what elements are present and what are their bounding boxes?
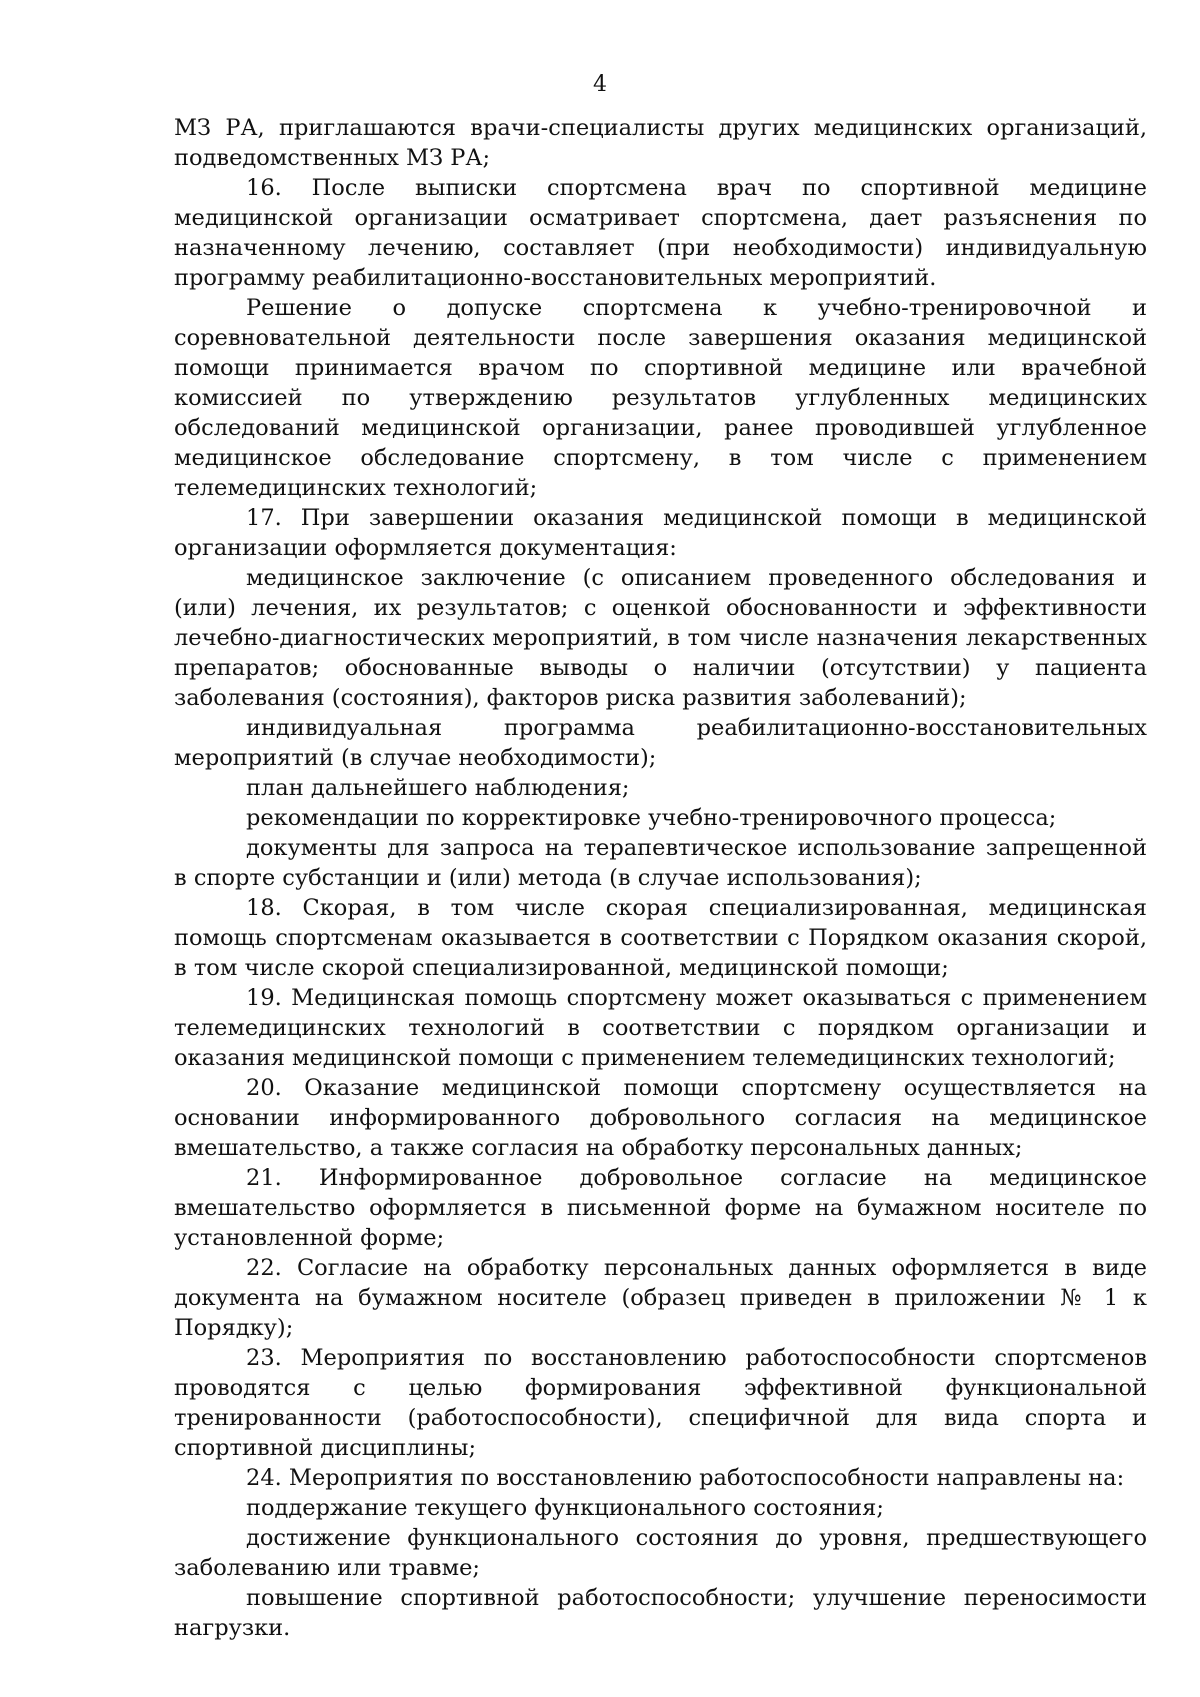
- paragraph-achieve-state: достижение функционального состояния до уровня, предшествующего заболеванию или травме;: [174, 1525, 1147, 1581]
- paragraph-improve-performance: повышение спортивной работоспособности; улучшение переносимости нагрузки.: [174, 1585, 1147, 1641]
- paragraph-training-recommendations: рекомендации по корректировке учебно-тренировочного процесса;: [246, 805, 1057, 831]
- paragraph-item-18: 18. Скорая, в том числе скорая специализированная, медицинская помощь спортсменам оказывается в соответствии с Порядком оказания скорой, в том числе скорой специализированной, медицинской помощи;: [174, 895, 1147, 981]
- paragraph-item-17: 17. При завершении оказания медицинской помощи в медицинской организации оформляется документация:: [174, 505, 1147, 561]
- paragraph-rehab-program: индивидуальная программа реабилитационно-восстановительных мероприятий (в случае необходимости);: [174, 715, 1147, 771]
- paragraph-continuation: МЗ РА, приглашаются врачи-специалисты других медицинских организаций, подведомственных МЗ РА;: [174, 115, 1147, 171]
- paragraph-admission-decision: Решение о допуске спортсмена к учебно-тренировочной и соревновательной деятельности после завершения оказания медицинской помощи принимается врачом по спортивной медицине или врачебной комиссией по утверждению результатов углубленных медицинских обследований медицинской организации, ранее проводившей углубленное медицинское обследование спортсмену, в том числе с применением телемедицинских технологий;: [174, 295, 1147, 501]
- paragraph-therapeutic-use-documents: документы для запроса на терапевтическое использование запрещенной в спорте субстанции и (или) метода (в случае использования);: [174, 835, 1147, 891]
- paragraph-item-24: 24. Мероприятия по восстановлению работоспособности направлены на:: [246, 1465, 1125, 1491]
- paragraph-item-21: 21. Информированное добровольное согласие на медицинское вмешательство оформляется в письменной форме на бумажном носителе по установленной форме;: [174, 1165, 1147, 1251]
- paragraph-medical-conclusion: медицинское заключение (с описанием проведенного обследования и (или) лечения, их результатов; с оценкой обоснованности и эффективности лечебно-диагностических мероприятий, в том числе назначения лекарственных препаратов; обоснованные выводы о наличии (отсутствии) у пациента заболевания (состояния), факторов риска развития заболеваний);: [174, 565, 1147, 711]
- document-body: [174, 113, 1147, 1643]
- page-number: 4: [593, 72, 607, 97]
- paragraph-item-22: 22. Согласие на обработку персональных данных оформляется в виде документа на бумажном носителе (образец приведен в приложении № 1 к Порядку);: [174, 1255, 1147, 1341]
- paragraph-item-19: 19. Медицинская помощь спортсмену может оказываться с применением телемедицинских технологий в соответствии с порядком организации и оказания медицинской помощи с применением телемедицинских технологий;: [174, 985, 1147, 1071]
- paragraph-item-20: 20. Оказание медицинской помощи спортсмену осуществляется на основании информированного добровольного согласия на медицинское вмешательство, а также согласия на обработку персональных данных;: [174, 1075, 1147, 1161]
- paragraph-item-23: 23. Мероприятия по восстановлению работоспособности спортсменов проводятся с целью формирования эффективной функциональной тренированности (работоспособности), специфичной для вида спорта и спортивной дисциплины;: [174, 1345, 1147, 1461]
- paragraph-item-16: 16. После выписки спортсмена врач по спортивной медицине медицинской организации осматривает спортсмена, дает разъяснения по назначенному лечению, составляет (при необходимости) индивидуальную программу реабилитационно-восстановительных мероприятий.: [174, 175, 1147, 291]
- paragraph-maintain-state: поддержание текущего функционального состояния;: [246, 1495, 884, 1521]
- paragraph-observation-plan: план дальнейшего наблюдения;: [246, 775, 630, 801]
